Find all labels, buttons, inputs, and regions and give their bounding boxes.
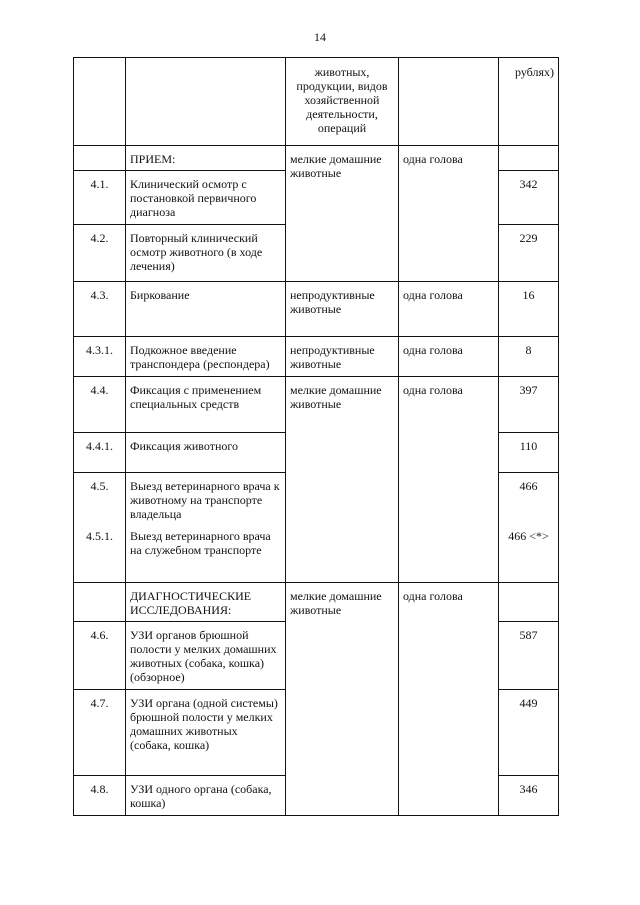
row-num: 4.5. bbox=[74, 473, 126, 527]
table-header-row bbox=[74, 58, 559, 146]
table-row bbox=[74, 583, 559, 622]
row-unit: одна голова bbox=[399, 146, 499, 282]
header-num-cell bbox=[74, 58, 126, 146]
row-num: 4.5.1. bbox=[74, 527, 126, 583]
row-unit: одна голова bbox=[399, 282, 499, 337]
row-price: 229 bbox=[499, 225, 559, 282]
row-num: 4.3.1. bbox=[74, 337, 126, 377]
row-num: 4.3. bbox=[74, 282, 126, 337]
header-name-cell bbox=[126, 58, 286, 146]
row-name: Клинический осмотр с постановкой первичного диагноза bbox=[126, 171, 286, 225]
table-row bbox=[74, 146, 559, 171]
row-num: 4.1. bbox=[74, 171, 126, 225]
row-kind: мелкие домашние животные bbox=[286, 146, 399, 282]
row-price: 466 bbox=[499, 473, 559, 527]
header-kind-cell: животных, продукции, видов хозяйственной деятельности, операций bbox=[286, 58, 399, 146]
row-price: 342 bbox=[499, 171, 559, 225]
row-price: 449 bbox=[499, 690, 559, 776]
row-num bbox=[74, 146, 126, 171]
row-price: 397 bbox=[499, 377, 559, 433]
table-row bbox=[74, 282, 559, 337]
row-price: 110 bbox=[499, 433, 559, 473]
row-name: Подкожное введение транспондера (респондера) bbox=[126, 337, 286, 377]
row-price: 466 <*> bbox=[499, 527, 559, 583]
row-price bbox=[499, 583, 559, 622]
table-row bbox=[74, 377, 559, 433]
row-num: 4.8. bbox=[74, 776, 126, 816]
row-name: Биркование bbox=[126, 282, 286, 337]
row-price bbox=[499, 146, 559, 171]
row-name: УЗИ органа (одной системы) брюшной полости у мелких домашних животных (собака, кошка) bbox=[126, 690, 286, 776]
row-num: 4.6. bbox=[74, 622, 126, 690]
row-name: Фиксация животного bbox=[126, 433, 286, 473]
row-kind: непродуктивные животные bbox=[286, 337, 399, 377]
table-row bbox=[74, 337, 559, 377]
row-name: Повторный клинический осмотр животного (в ходе лечения) bbox=[126, 225, 286, 282]
row-unit: одна голова bbox=[399, 377, 499, 583]
row-name: Выезд ветеринарного врача к животному на транспорте владельца bbox=[126, 473, 286, 527]
row-num: 4.4. bbox=[74, 377, 126, 433]
row-name: Выезд ветеринарного врача на служебном транспорте bbox=[126, 527, 286, 583]
row-num bbox=[74, 583, 126, 622]
row-unit: одна голова bbox=[399, 583, 499, 816]
row-num: 4.7. bbox=[74, 690, 126, 776]
row-name: Фиксация с применением специальных средств bbox=[126, 377, 286, 433]
row-price: 587 bbox=[499, 622, 559, 690]
row-unit: одна голова bbox=[399, 337, 499, 377]
row-kind: мелкие домашние животные bbox=[286, 377, 399, 583]
row-price: 346 bbox=[499, 776, 559, 816]
section-title: ПРИЕМ: bbox=[126, 146, 286, 171]
row-kind: мелкие домашние животные bbox=[286, 583, 399, 816]
row-kind: непродуктивные животные bbox=[286, 282, 399, 337]
tariff-table bbox=[73, 57, 559, 816]
row-price: 16 bbox=[499, 282, 559, 337]
row-name: УЗИ одного органа (собака, кошка) bbox=[126, 776, 286, 816]
row-price: 8 bbox=[499, 337, 559, 377]
header-unit-cell bbox=[399, 58, 499, 146]
page-number: 14 bbox=[314, 30, 326, 44]
row-name: УЗИ органов брюшной полости у мелких домашних животных (собака, кошка) (обзорное) bbox=[126, 622, 286, 690]
section-title: ДИАГНОСТИЧЕСКИЕ ИССЛЕДОВАНИЯ: bbox=[126, 583, 286, 622]
header-price-cell: рублях) bbox=[499, 58, 559, 146]
row-num: 4.2. bbox=[74, 225, 126, 282]
row-num: 4.4.1. bbox=[74, 433, 126, 473]
